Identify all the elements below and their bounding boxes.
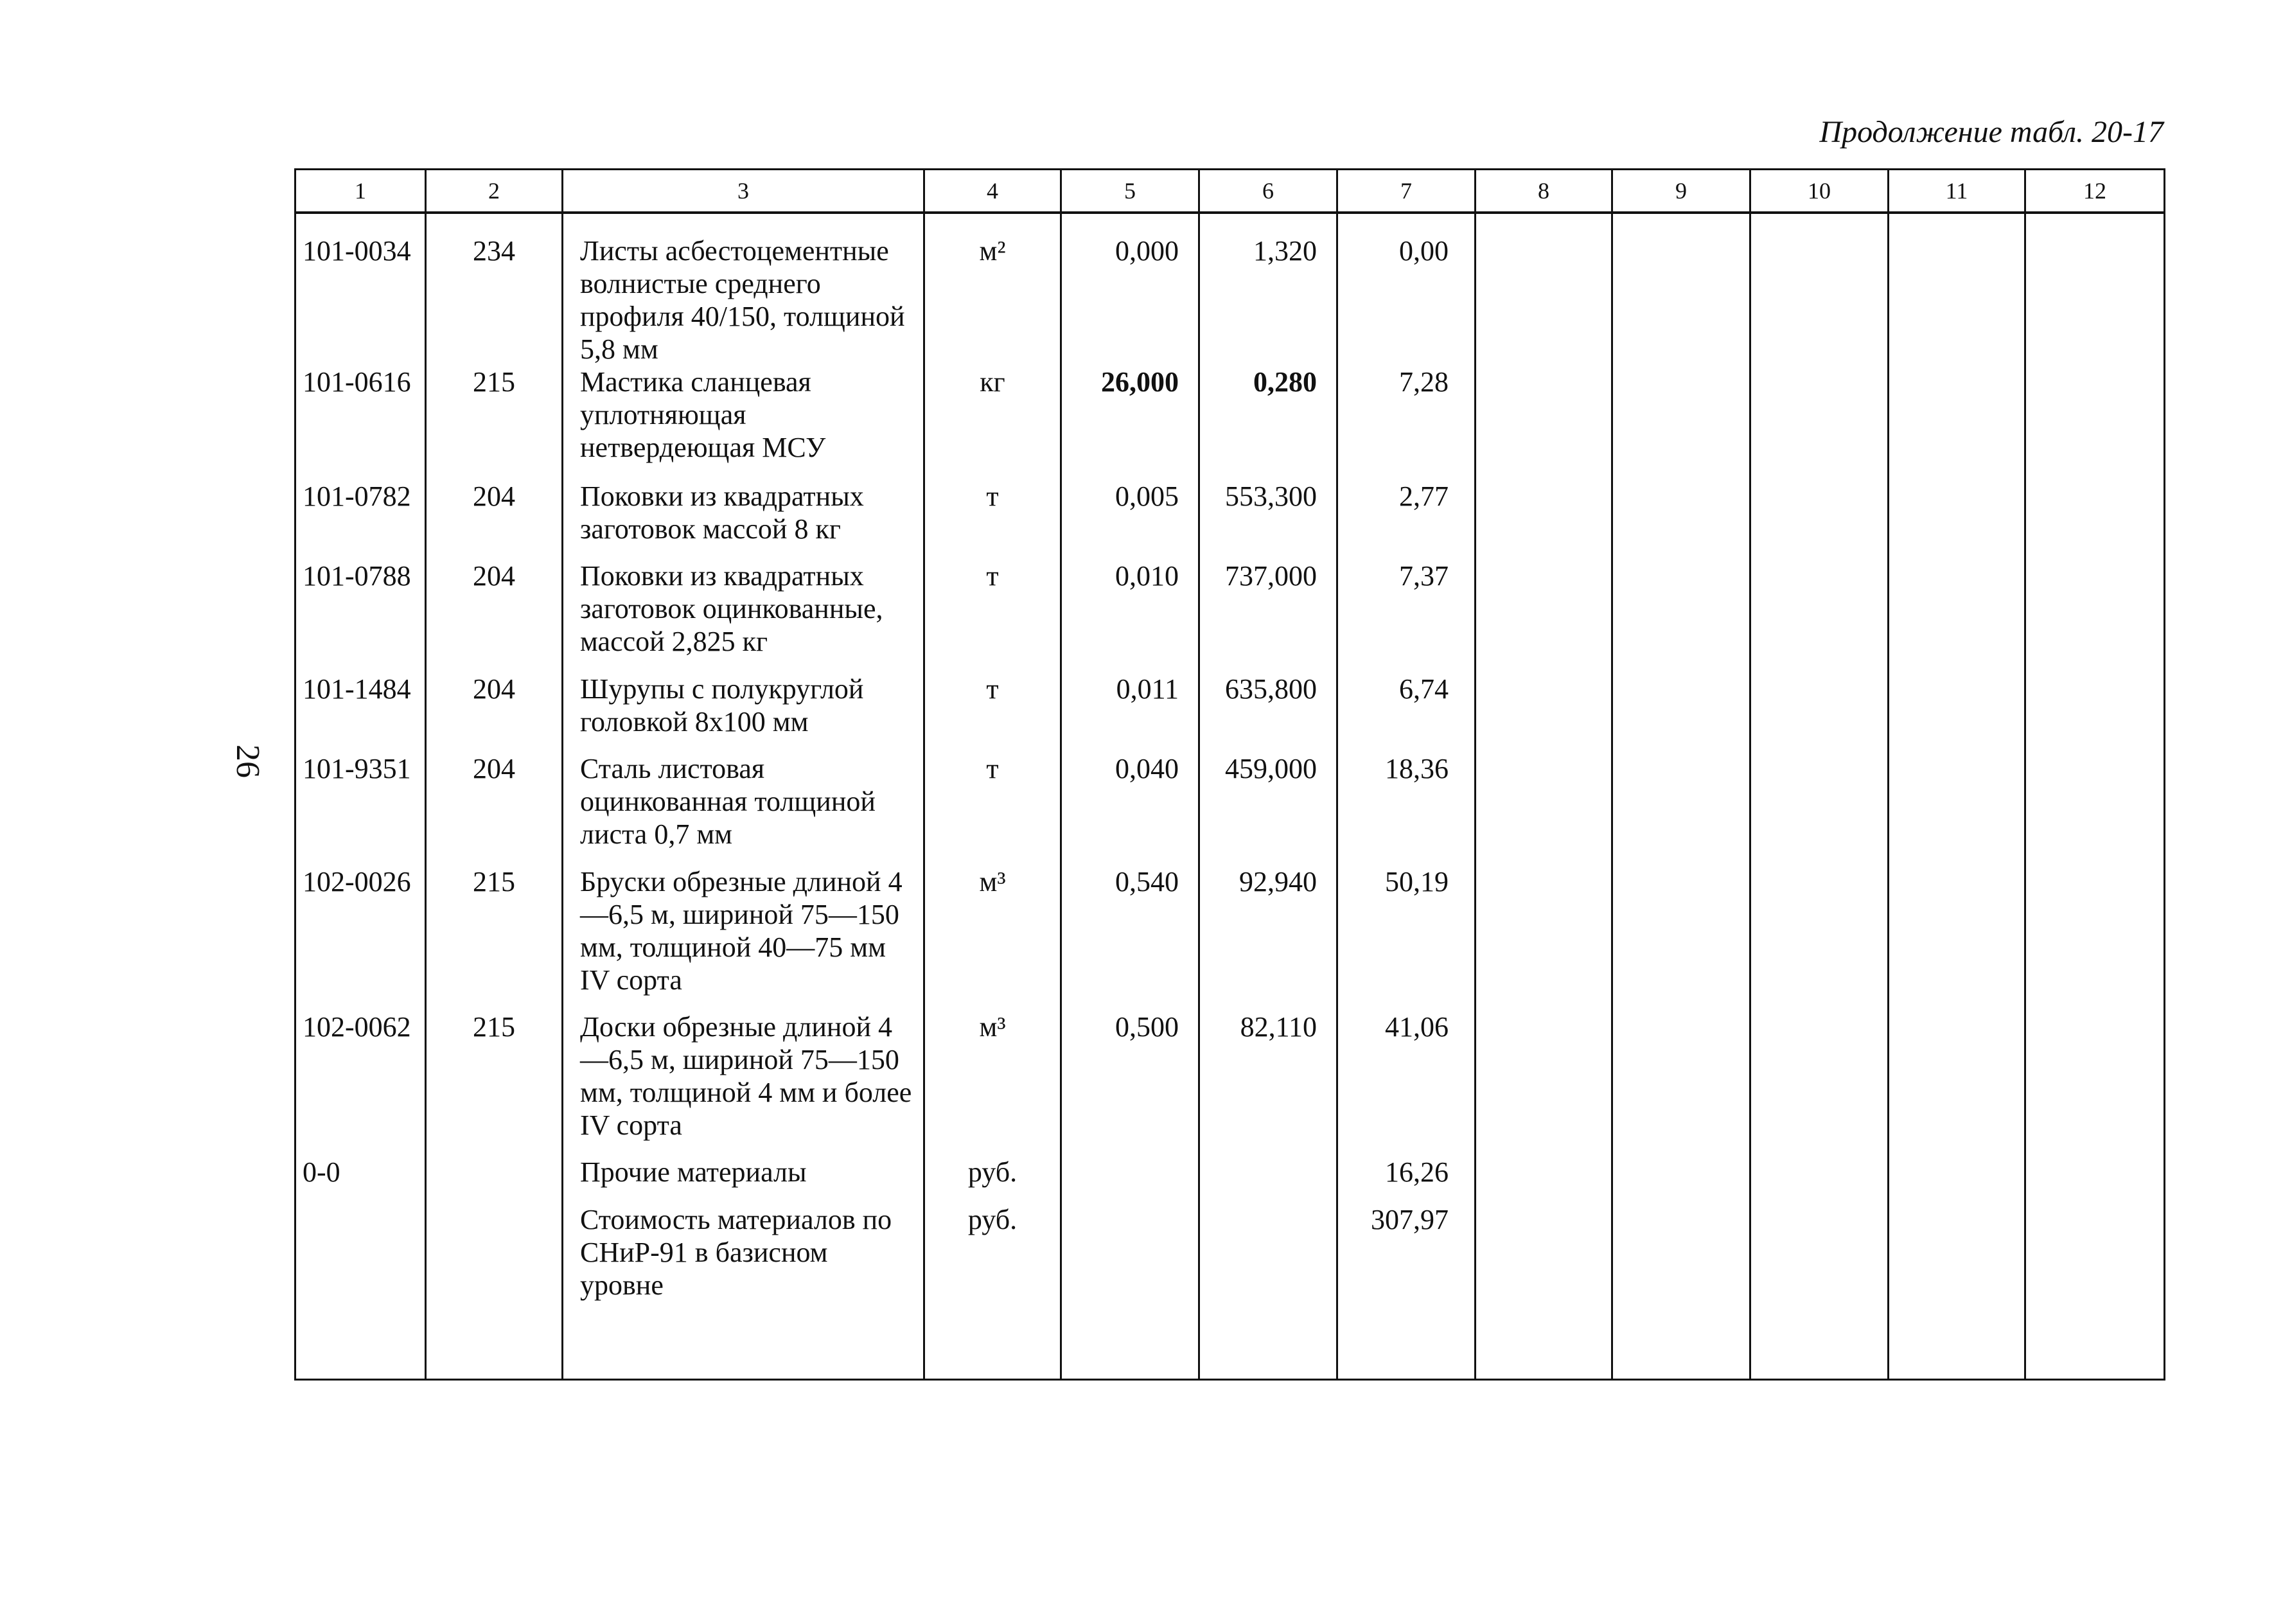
cell-empty bbox=[1889, 560, 2025, 673]
cell-empty bbox=[2025, 673, 2165, 752]
cell-empty bbox=[1612, 752, 1750, 865]
cell-total: 6,74 bbox=[1337, 673, 1476, 752]
cell-name: Прочие материалы bbox=[563, 1156, 924, 1203]
table-row bbox=[295, 480, 2165, 560]
cell-empty bbox=[1612, 213, 1750, 366]
cell-price: 459,000 bbox=[1199, 752, 1337, 865]
cell-name: Стоимость материалов по СНиР-91 в базисном уровне bbox=[563, 1203, 924, 1379]
column-header-6: 6 bbox=[1199, 170, 1337, 213]
cell-empty bbox=[1476, 752, 1612, 865]
cell-total: 2,77 bbox=[1337, 480, 1476, 560]
cell-total: 50,19 bbox=[1337, 865, 1476, 1011]
cell-quantity: 0,500 bbox=[1061, 1011, 1199, 1156]
cell-collection: 204 bbox=[426, 752, 563, 865]
column-header-10: 10 bbox=[1750, 170, 1889, 213]
column-header-7: 7 bbox=[1337, 170, 1476, 213]
cell-unit: м² bbox=[924, 213, 1061, 366]
cell-empty bbox=[1476, 560, 1612, 673]
cell-empty bbox=[1889, 752, 2025, 865]
cell-empty bbox=[1889, 366, 2025, 480]
cell-empty bbox=[2025, 1156, 2165, 1203]
cell-empty bbox=[1750, 865, 1889, 1011]
cell-quantity: 26,000 bbox=[1061, 366, 1199, 480]
cell-price: 737,000 bbox=[1199, 560, 1337, 673]
cell-quantity: 0,040 bbox=[1061, 752, 1199, 865]
cell-empty bbox=[1889, 213, 2025, 366]
cell-empty bbox=[1889, 1203, 2025, 1379]
cell-code: 101-1484 bbox=[295, 673, 426, 752]
cell-empty bbox=[1612, 673, 1750, 752]
cell-collection bbox=[426, 1156, 563, 1203]
cell-empty bbox=[2025, 1203, 2165, 1379]
table-row bbox=[295, 366, 2165, 480]
column-header-9: 9 bbox=[1612, 170, 1750, 213]
cell-empty bbox=[1750, 1156, 1889, 1203]
cell-price: 92,940 bbox=[1199, 865, 1337, 1011]
cell-empty bbox=[1612, 865, 1750, 1011]
table-row bbox=[295, 1156, 2165, 1203]
cell-code: 102-0062 bbox=[295, 1011, 426, 1156]
cell-code: 101-9351 bbox=[295, 752, 426, 865]
cell-name: Листы асбестоцементные волнистые среднего профиля 40/150, толщиной 5,8 мм bbox=[563, 213, 924, 366]
cell-empty bbox=[2025, 752, 2165, 865]
cell-code: 101-0034 bbox=[295, 213, 426, 366]
cell-price: 82,110 bbox=[1199, 1011, 1337, 1156]
column-header-8: 8 bbox=[1476, 170, 1612, 213]
cell-total: 18,36 bbox=[1337, 752, 1476, 865]
cell-empty bbox=[1476, 213, 1612, 366]
cell-empty bbox=[1612, 366, 1750, 480]
cell-code: 101-0782 bbox=[295, 480, 426, 560]
cell-empty bbox=[1750, 480, 1889, 560]
cell-collection: 234 bbox=[426, 213, 563, 366]
column-header-3: 3 bbox=[563, 170, 924, 213]
cell-unit: м³ bbox=[924, 865, 1061, 1011]
cell-collection: 204 bbox=[426, 673, 563, 752]
cell-collection: 204 bbox=[426, 480, 563, 560]
column-header-11: 11 bbox=[1889, 170, 2025, 213]
cell-price bbox=[1199, 1156, 1337, 1203]
cell-empty bbox=[1476, 673, 1612, 752]
cell-code: 101-0788 bbox=[295, 560, 426, 673]
cell-empty bbox=[2025, 560, 2165, 673]
cell-code bbox=[295, 1203, 426, 1379]
cell-empty bbox=[1750, 673, 1889, 752]
column-header-2: 2 bbox=[426, 170, 563, 213]
cell-empty bbox=[1750, 1203, 1889, 1379]
header-row bbox=[295, 170, 2165, 213]
cell-unit: руб. bbox=[924, 1203, 1061, 1379]
cell-total: 307,97 bbox=[1337, 1203, 1476, 1379]
cell-total: 7,37 bbox=[1337, 560, 1476, 673]
cell-unit: т bbox=[924, 480, 1061, 560]
cell-empty bbox=[1476, 480, 1612, 560]
cell-unit: т bbox=[924, 752, 1061, 865]
cell-collection: 204 bbox=[426, 560, 563, 673]
cell-quantity: 0,011 bbox=[1061, 673, 1199, 752]
cell-unit: руб. bbox=[924, 1156, 1061, 1203]
cell-empty bbox=[1750, 213, 1889, 366]
table-row bbox=[295, 752, 2165, 865]
cell-unit: т bbox=[924, 560, 1061, 673]
table-row bbox=[295, 1203, 2165, 1379]
cell-price bbox=[1199, 1203, 1337, 1379]
cell-empty bbox=[1612, 1156, 1750, 1203]
cell-quantity: 0,010 bbox=[1061, 560, 1199, 673]
cell-quantity: 0,540 bbox=[1061, 865, 1199, 1011]
cell-empty bbox=[1750, 366, 1889, 480]
cell-empty bbox=[2025, 865, 2165, 1011]
cell-quantity bbox=[1061, 1156, 1199, 1203]
cell-empty bbox=[1889, 673, 2025, 752]
cell-code: 101-0616 bbox=[295, 366, 426, 480]
cell-name: Поковки из квадратных заготовок оцинкованные, массой 2,825 кг bbox=[563, 560, 924, 673]
cell-empty bbox=[1476, 1156, 1612, 1203]
materials-table bbox=[294, 168, 2165, 1381]
cell-unit: т bbox=[924, 673, 1061, 752]
cell-empty bbox=[1889, 865, 2025, 1011]
cell-empty bbox=[2025, 213, 2165, 366]
cell-quantity: 0,005 bbox=[1061, 480, 1199, 560]
cell-empty bbox=[1476, 865, 1612, 1011]
cell-empty bbox=[1889, 1011, 2025, 1156]
cell-name: Доски обрезные длиной 4—6,5 м, шириной 75—150 мм, толщиной 4 мм и более IV сорта bbox=[563, 1011, 924, 1156]
cell-empty bbox=[2025, 1011, 2165, 1156]
cell-empty bbox=[1476, 1203, 1612, 1379]
cell-empty bbox=[1750, 752, 1889, 865]
cell-collection bbox=[426, 1203, 563, 1379]
cell-empty bbox=[1612, 480, 1750, 560]
column-header-12: 12 bbox=[2025, 170, 2165, 213]
cell-price: 0,280 bbox=[1199, 366, 1337, 480]
cell-empty bbox=[1889, 1156, 2025, 1203]
column-header-4: 4 bbox=[924, 170, 1061, 213]
column-header-5: 5 bbox=[1061, 170, 1199, 213]
table-row bbox=[295, 865, 2165, 1011]
cell-price: 553,300 bbox=[1199, 480, 1337, 560]
table-row bbox=[295, 1011, 2165, 1156]
cell-collection: 215 bbox=[426, 1011, 563, 1156]
table-row bbox=[295, 673, 2165, 752]
cell-code: 102-0026 bbox=[295, 865, 426, 1011]
cell-name: Шурупы с полукруглой головкой 8x100 мм bbox=[563, 673, 924, 752]
cell-empty bbox=[1476, 366, 1612, 480]
cell-name: Сталь листовая оцинкованная толщиной листа 0,7 мм bbox=[563, 752, 924, 865]
cell-name: Бруски обрезные длиной 4—6,5 м, шириной 75—150 мм, толщиной 40—75 мм IV сорта bbox=[563, 865, 924, 1011]
cell-total: 7,28 bbox=[1337, 366, 1476, 480]
cell-total: 0,00 bbox=[1337, 213, 1476, 366]
cell-empty bbox=[1476, 1011, 1612, 1156]
cell-unit: кг bbox=[924, 366, 1061, 480]
cell-total: 41,06 bbox=[1337, 1011, 1476, 1156]
cell-empty bbox=[1889, 480, 2025, 560]
cell-price: 1,320 bbox=[1199, 213, 1337, 366]
cell-name: Мастика сланцевая уплотняющая нетвердеющая МСУ bbox=[563, 366, 924, 480]
cell-quantity: 0,000 bbox=[1061, 213, 1199, 366]
cell-empty bbox=[1612, 1011, 1750, 1156]
cell-empty bbox=[1750, 560, 1889, 673]
cell-name: Поковки из квадратных заготовок массой 8 кг bbox=[563, 480, 924, 560]
cell-empty bbox=[2025, 480, 2165, 560]
table-caption: Продолжение табл. 20-17 bbox=[1819, 115, 2164, 149]
cell-quantity bbox=[1061, 1203, 1199, 1379]
cell-code: 0-0 bbox=[295, 1156, 426, 1203]
cell-collection: 215 bbox=[426, 865, 563, 1011]
table-row bbox=[295, 213, 2165, 366]
cell-empty bbox=[1612, 560, 1750, 673]
cell-collection: 215 bbox=[426, 366, 563, 480]
cell-empty bbox=[1750, 1011, 1889, 1156]
cell-unit: м³ bbox=[924, 1011, 1061, 1156]
cell-total: 16,26 bbox=[1337, 1156, 1476, 1203]
cell-empty bbox=[2025, 366, 2165, 480]
cell-empty bbox=[1612, 1203, 1750, 1379]
cell-price: 635,800 bbox=[1199, 673, 1337, 752]
table-row bbox=[295, 560, 2165, 673]
page-number: 26 bbox=[229, 745, 266, 778]
column-header-1: 1 bbox=[295, 170, 426, 213]
